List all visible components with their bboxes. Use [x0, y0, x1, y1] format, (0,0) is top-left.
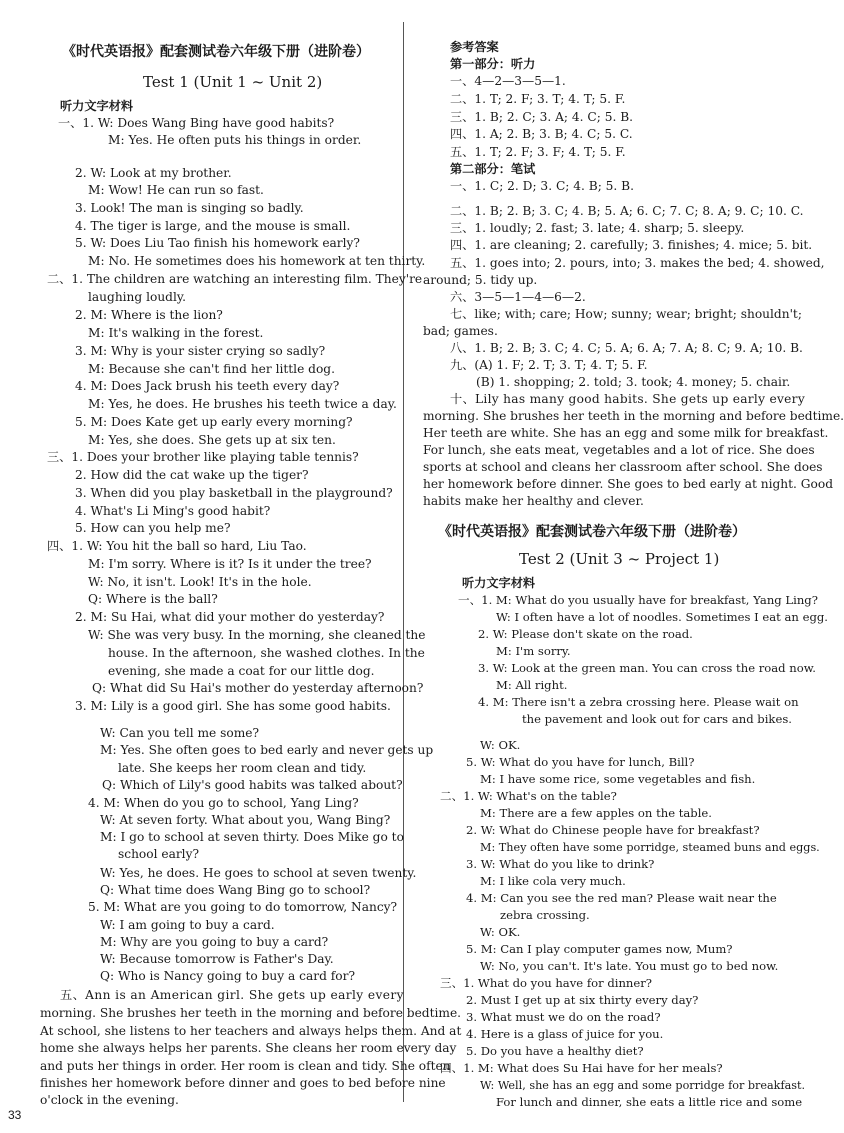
answer-line: around; 5. tidy up. — [423, 273, 538, 287]
text-line: 5. M: What are you going to do tomorrow, Nancy? — [88, 900, 398, 914]
text-line: school early? — [118, 847, 199, 861]
answer-line: her homework before dinner. She goes to bed early at night. Good — [423, 477, 834, 491]
text-line: 5. Do you have a healthy diet? — [466, 1044, 644, 1058]
text-line: W: No, it isn't. Look! It's in the hole. — [88, 575, 312, 589]
answer-line: sports at school and cleans her classroom after school. She does — [423, 460, 823, 474]
text-line: 5. M: Can I play computer games now, Mum? — [466, 942, 733, 956]
text-line: M: There are a few apples on the table. — [480, 806, 712, 820]
text-line: 3. M: Lily is a good girl. She has some good habits. — [75, 699, 391, 713]
test1-subtitle: Test 1 (Unit 1 ~ Unit 2) — [143, 73, 323, 91]
text-line: M: I like cola very much. — [480, 874, 626, 888]
text-line: 3. When did you play basketball in the playground? — [75, 486, 393, 500]
answer-line: For lunch, she eats meat, vegetables and a lot of rice. She does — [423, 443, 815, 457]
text-line: 2. W: Please don't skate on the road. — [478, 627, 693, 641]
test1-header: 《时代英语报》配套测试卷六年级下册（进阶卷） — [62, 44, 370, 60]
text-line: W: At seven forty. What about you, Wang Bing? — [100, 813, 391, 827]
text-line: 五、Ann is an American girl. She gets up early every — [60, 988, 404, 1002]
section-label: 听力文字材料 — [60, 99, 134, 113]
answer-part-heading: 第一部分：听力 — [450, 57, 536, 71]
text-line: 一、1. M: What do you usually have for breakfast, Yang Ling? — [458, 593, 818, 607]
text-line: W: Yes, he does. He goes to school at seven twenty. — [100, 866, 417, 880]
answer-line: 四、1. are cleaning; 2. carefully; 3. finishes; 4. mice; 5. bit. — [450, 238, 813, 252]
answer-line: 八、1. B; 2. B; 3. C; 4. C; 5. A; 6. A; 7. A; 8. C; 9. A; 10. B. — [450, 341, 803, 355]
text-line: 5. W: What do you have for lunch, Bill? — [466, 755, 695, 769]
answer-line: 三、1. B; 2. C; 3. A; 4. C; 5. B. — [450, 110, 634, 124]
column-divider — [403, 22, 404, 1102]
answer-line: morning. She brushes her teeth in the morning and before bedtime. — [423, 409, 844, 423]
text-line: 5. How can you help me? — [75, 521, 231, 535]
text-line: finishes her homework before dinner and goes to bed before nine — [40, 1076, 446, 1090]
text-line: M: I'm sorry. — [496, 644, 571, 658]
test2-subtitle: Test 2 (Unit 3 ~ Project 1) — [519, 550, 720, 568]
text-line: W: I am going to buy a card. — [100, 918, 275, 932]
text-line: 4. M: There isn't a zebra crossing here. Please wait on — [478, 695, 799, 709]
text-line: 三、1. What do you have for dinner? — [440, 976, 652, 990]
text-line: M: I go to school at seven thirty. Does Mike go to — [100, 830, 404, 844]
text-line: 四、1. M: What does Su Hai have for her meals? — [440, 1061, 723, 1075]
text-line: M: Wow! He can run so fast. — [88, 183, 264, 197]
text-line: 2. M: Su Hai, what did your mother do yesterday? — [75, 610, 385, 624]
answer-line: (B) 1. shopping; 2. told; 3. took; 4. money; 5. chair. — [476, 375, 791, 389]
answer-line: 一、1. C; 2. D; 3. C; 4. B; 5. B. — [450, 179, 635, 193]
text-line: M: All right. — [496, 678, 568, 692]
answer-part-heading: 第二部分：笔试 — [450, 162, 536, 176]
text-line: the pavement and look out for cars and bikes. — [522, 712, 792, 726]
text-line: M: Because she can't find her little dog. — [88, 362, 335, 376]
text-line: 3. M: Why is your sister crying so sadly? — [75, 344, 326, 358]
text-line: 3. W: Look at the green man. You can cross the road now. — [478, 661, 816, 675]
answer-line: habits make her healthy and clever. — [423, 494, 644, 508]
text-line: W: Well, she has an egg and some porridge for breakfast. — [480, 1079, 806, 1092]
text-line: 4. What's Li Ming's good habit? — [75, 504, 271, 518]
text-line: and puts her things in order. Her room is clean and tidy. She often — [40, 1059, 451, 1073]
answer-line: 七、like; with; care; How; sunny; wear; bright; shouldn't; — [450, 307, 802, 321]
answer-line: 五、1. goes into; 2. pours, into; 3. makes the bed; 4. showed, — [450, 256, 825, 270]
text-line: late. She keeps her room clean and tidy. — [118, 761, 367, 775]
text-line: 二、1. The children are watching an interesting film. They're — [47, 272, 423, 286]
text-line: 3. W: What do you like to drink? — [466, 857, 655, 871]
answer-line: bad; games. — [423, 324, 498, 338]
answer-line: 一、4—2—3—5—1. — [450, 74, 566, 88]
text-line: 四、1. W: You hit the ball so hard, Liu Tao. — [47, 539, 307, 553]
text-line: M: Yes, he does. He brushes his teeth twice a day. — [88, 397, 397, 411]
text-line: 4. The tiger is large, and the mouse is small. — [75, 219, 351, 233]
text-line: Q: Where is the ball? — [88, 592, 218, 606]
text-line: For lunch and dinner, she eats a little rice and some — [496, 1095, 803, 1109]
text-line: house. In the afternoon, she washed clothes. In the — [108, 646, 425, 660]
answer-line: 二、1. B; 2. B; 3. C; 4. B; 5. A; 6. C; 7. C; 8. A; 9. C; 10. C. — [450, 204, 804, 218]
text-line: M: Yes, she does. She gets up at six ten. — [88, 433, 336, 447]
text-line: o'clock in the evening. — [40, 1093, 179, 1107]
text-line: M: Yes. He often puts his things in order. — [108, 133, 362, 147]
text-line: 3. What must we do on the road? — [466, 1010, 661, 1024]
text-line: 2. Must I get up at six thirty every day? — [466, 993, 699, 1007]
text-line: evening, she made a coat for our little dog. — [108, 664, 375, 678]
answer-line: 四、1. A; 2. B; 3. B; 4. C; 5. C. — [450, 127, 633, 141]
text-line: W: I often have a lot of noodles. Sometimes I eat an egg. — [496, 610, 828, 624]
text-line: 2. M: Where is the lion? — [75, 308, 223, 322]
text-line: laughing loudly. — [88, 290, 187, 304]
text-line: M: I'm sorry. Where is it? Is it under the tree? — [88, 557, 372, 571]
text-line: 5. W: Does Liu Tao finish his homework early? — [75, 236, 360, 250]
test2-header: 《时代英语报》配套测试卷六年级下册（进阶卷） — [438, 524, 746, 540]
text-line: Q: Which of Lily's good habits was talked about? — [102, 778, 403, 792]
text-line: 5. M: Does Kate get up early every morning? — [75, 415, 353, 429]
text-line: W: She was very busy. In the morning, she cleaned the — [88, 628, 426, 642]
text-line: 4. Here is a glass of juice for you. — [466, 1027, 664, 1041]
answers-title: 参考答案 — [450, 40, 499, 54]
text-line: 一、1. W: Does Wang Bing have good habits? — [58, 116, 335, 130]
text-line: morning. She brushes her teeth in the morning and before bedtime. — [40, 1006, 462, 1020]
text-line: 4. M: Can you see the red man? Please wait near the — [466, 891, 777, 905]
text-line: 2. W: What do Chinese people have for breakfast? — [466, 823, 760, 837]
answer-line: Her teeth are white. She has an egg and some milk for breakfast. — [423, 426, 829, 440]
text-line: 2. How did the cat wake up the tiger? — [75, 468, 309, 482]
section-label: 听力文字材料 — [462, 576, 536, 590]
text-line: M: They often have some porridge, steamed buns and eggs. — [480, 841, 820, 854]
text-line: home she always helps her parents. She cleans her room every day — [40, 1041, 457, 1055]
text-line: M: No. He sometimes does his homework at ten thirty. — [88, 254, 426, 268]
text-line: 三、1. Does your brother like playing table tennis? — [47, 450, 359, 464]
text-line: 4. M: Does Jack brush his teeth every day? — [75, 379, 340, 393]
answer-line: 二、1. T; 2. F; 3. T; 4. T; 5. F. — [450, 92, 626, 106]
text-line: zebra crossing. — [500, 908, 590, 922]
page-number: 33 — [8, 1108, 22, 1122]
text-line: W: OK. — [480, 738, 521, 752]
text-line: 2. W: Look at my brother. — [75, 166, 232, 180]
text-line: At school, she listens to her teachers and always helps them. And at — [40, 1024, 462, 1038]
text-line: M: Why are you going to buy a card? — [100, 935, 329, 949]
text-line: Q: Who is Nancy going to buy a card for? — [100, 969, 355, 983]
text-line: 3. Look! The man is singing so badly. — [75, 201, 304, 215]
text-line: Q: What did Su Hai's mother do yesterday afternoon? — [92, 681, 424, 695]
text-line: Q: What time does Wang Bing go to school? — [100, 883, 371, 897]
answer-line: 三、1. loudly; 2. fast; 3. late; 4. sharp; 5. sleepy. — [450, 221, 745, 235]
answer-line: 五、1. T; 2. F; 3. F; 4. T; 5. F. — [450, 145, 626, 159]
text-line: W: Can you tell me some? — [100, 726, 260, 740]
answer-line: 六、3—5—1—4—6—2. — [450, 290, 586, 304]
answer-line: 十、Lily has many good habits. She gets up early every — [450, 392, 805, 406]
text-line: M: I have some rice, some vegetables and fish. — [480, 772, 756, 786]
text-line: W: Because tomorrow is Father's Day. — [100, 952, 334, 966]
text-line: M: It's walking in the forest. — [88, 326, 264, 340]
text-line: 二、1. W: What's on the table? — [440, 789, 617, 803]
text-line: W: OK. — [480, 925, 521, 939]
text-line: M: Yes. She often goes to bed early and never gets up — [100, 743, 434, 757]
answer-line: 九、(A) 1. F; 2. T; 3. T; 4. T; 5. F. — [450, 358, 648, 372]
text-line: 4. M: When do you go to school, Yang Ling? — [88, 796, 359, 810]
text-line: W: No, you can't. It's late. You must go to bed now. — [480, 959, 779, 973]
